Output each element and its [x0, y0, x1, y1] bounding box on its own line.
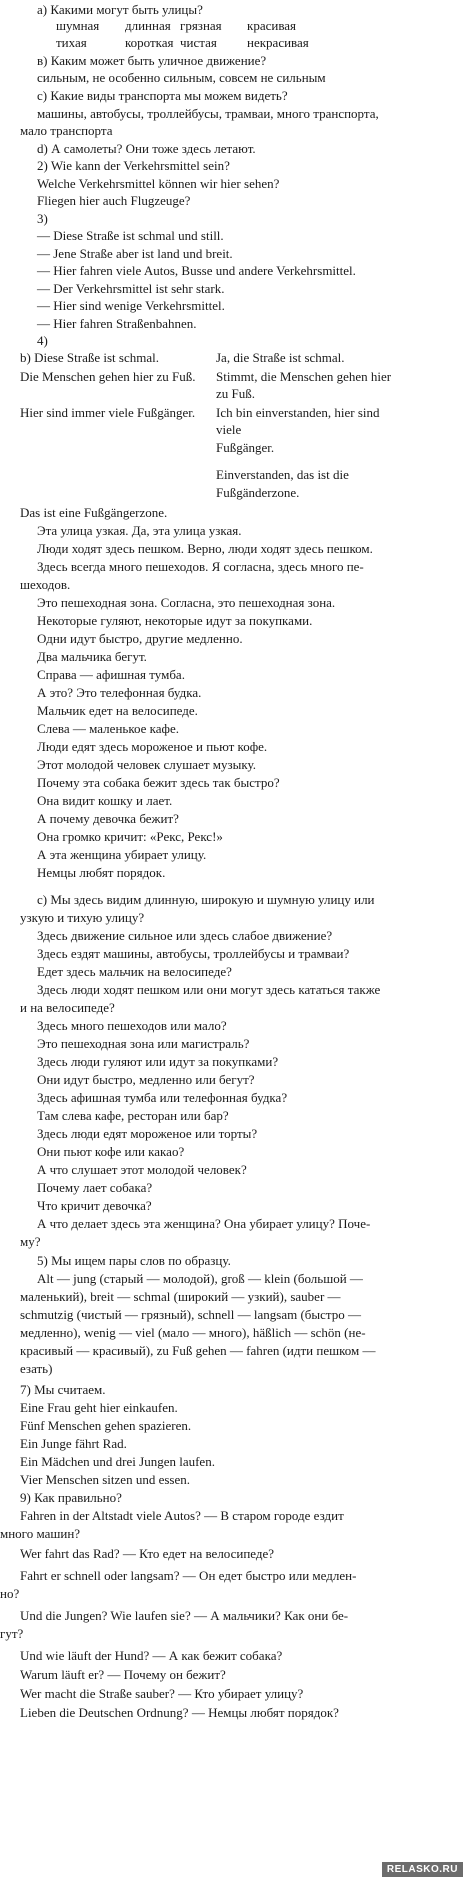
text-line: — Diese Straße ist schmal und still.	[37, 228, 224, 243]
text-line: много машин?	[0, 1526, 81, 1541]
text-line: Она видит кошку и лает.	[37, 793, 173, 808]
text-line: Und wie läuft der Hund? — А как бежит собака?	[20, 1648, 283, 1663]
word-item: шумная	[56, 18, 100, 33]
text-line: Здесь люди ходят пешком или они могут здесь кататься также	[37, 982, 381, 997]
text-line: Fünf Menschen gehen spazieren.	[20, 1418, 192, 1433]
text-line: Здесь люди гуляют или идут за покупками?	[37, 1054, 279, 1069]
text-line: Она громко кричит: «Рекс, Рекс!»	[37, 829, 223, 844]
text-line: медленно), wenig — viel (мало — много), häßlich — schön (не-	[20, 1325, 366, 1340]
text-line: но?	[0, 1586, 20, 1601]
word-item: тихая	[56, 35, 87, 50]
word-item: грязная	[180, 18, 222, 33]
text-line: Lieben die Deutschen Ordnung? — Немцы любят порядок?	[20, 1705, 339, 1720]
text-line: Wer macht die Straße sauber? — Кто убирает улицу?	[20, 1686, 304, 1701]
text-line: Слева — маленькое кафе.	[37, 721, 179, 736]
text-line: Этот молодой человек слушает музыку.	[37, 757, 256, 772]
text-line: Eine Frau geht hier einkaufen.	[20, 1400, 178, 1415]
text-line: Fußgänger.	[216, 440, 275, 455]
text-line: 3)	[37, 211, 48, 226]
text-line: а) Какими могут быть улицы?	[37, 2, 203, 17]
text-line: гут?	[0, 1626, 24, 1641]
text-line: — Der Verkehrsmittel ist sehr stark.	[37, 281, 225, 296]
text-line: А что делает здесь эта женщина? Она убирает улицу? Поче-	[37, 1216, 371, 1231]
text-line: Die Menschen gehen hier zu Fuß.	[20, 369, 196, 384]
text-line: Что кричит девочка?	[37, 1198, 152, 1213]
text-line: Здесь много пешеходов или мало?	[37, 1018, 227, 1033]
text-line: шеходов.	[20, 577, 71, 592]
text-line: Там слева кафе, ресторан или бар?	[37, 1108, 229, 1123]
text-line: Fahren in der Altstadt viele Autos? — В старом городе ездит	[20, 1508, 344, 1523]
text-line: Stimmt, die Menschen gehen hier	[216, 369, 392, 384]
text-line: 9) Как правильно?	[20, 1490, 122, 1505]
word-item: длинная	[125, 18, 171, 33]
text-line: Здесь движение сильное или здесь слабое движение?	[37, 928, 333, 943]
text-line: b) Diese Straße ist schmal.	[20, 350, 159, 365]
text-line: — Jene Straße aber ist land und breit.	[37, 246, 233, 261]
text-line: Warum läuft er? — Почему он бежит?	[20, 1667, 226, 1682]
text-line: c) Какие виды транспорта мы можем видеть?	[37, 88, 288, 103]
text-line: А эта женщина убирает улицу.	[37, 847, 207, 862]
text-line: — Hier fahren Straßenbahnen.	[37, 316, 197, 331]
text-line: Alt — jung (старый — молодой), groß — klein (большой —	[37, 1271, 363, 1286]
text-line: Ja, die Straße ist schmal.	[216, 350, 345, 365]
text-line: Они пьют кофе или какао?	[37, 1144, 185, 1159]
text-line: Одни идут быстро, другие медленно.	[37, 631, 243, 646]
text-line: — Hier fahren viele Autos, Busse und andere Verkehrsmittel.	[37, 263, 356, 278]
text-line: Здесь всегда много пешеходов. Я согласна, здесь много пе-	[37, 559, 364, 574]
text-line: Справа — афишная тумба.	[37, 667, 185, 682]
text-line: Эта улица узкая. Да, эта улица узкая.	[37, 523, 242, 538]
text-line: в) Каким может быть уличное движение?	[37, 53, 267, 68]
word-item: некрасивая	[247, 35, 309, 50]
text-line: Мальчик едет на велосипеде.	[37, 703, 198, 718]
text-line: сильным, не особенно сильным, совсем не сильным	[37, 70, 326, 85]
text-line: Einverstanden, das ist die	[216, 467, 349, 482]
text-line: Wer fahrt das Rad? — Кто едет на велосипеде?	[20, 1546, 275, 1561]
text-line: Это пешеходная зона. Согласна, это пешеходная зона.	[37, 595, 336, 610]
text-line: — Hier sind wenige Verkehrsmittel.	[37, 298, 225, 313]
text-line: Und die Jungen? Wie laufen sie? — А мальчики? Как они бе-	[20, 1608, 349, 1623]
word-item: короткая	[125, 35, 174, 50]
text-line: красивый — красивый), zu Fuß gehen — fahren (идти пешком —	[20, 1343, 376, 1358]
word-item: чистая	[180, 35, 217, 50]
text-line: с) Мы здесь видим длинную, широкую и шумную улицу или	[37, 892, 375, 907]
text-line: А почему девочка бежит?	[37, 811, 179, 826]
text-line: Почему эта собака бежит здесь так быстро?	[37, 775, 280, 790]
watermark-badge: RELASKO.RU	[382, 1862, 463, 1877]
text-line: schmutzig (чистый — грязный), schnell — langsam (быстро —	[20, 1307, 362, 1322]
text-line: Ein Junge fährt Rad.	[20, 1436, 127, 1451]
text-line: Ich bin einverstanden, hier sind	[216, 405, 380, 420]
text-line: езать)	[20, 1361, 53, 1376]
word-item: красивая	[247, 18, 297, 33]
text-line: Люди едят здесь мороженое и пьют кофе.	[37, 739, 268, 754]
text-line: Hier sind immer viele Fußgänger.	[20, 405, 196, 420]
text-line: и на велосипеде?	[20, 1000, 115, 1015]
text-line: А это? Это телефонная будка.	[37, 685, 202, 700]
text-line: viele	[216, 422, 242, 437]
text-line: Некоторые гуляют, некоторые идут за покупками.	[37, 613, 313, 628]
text-line: маленький), breit — schmal (широкий — узкий), sauber —	[20, 1289, 341, 1304]
text-line: Fliegen hier auch Flugzeuge?	[37, 193, 191, 208]
text-line: А что слушает этот молодой человек?	[37, 1162, 247, 1177]
text-line: Fußgänderzone.	[216, 485, 300, 500]
text-line: 5) Мы ищем пары слов по образцу.	[37, 1253, 231, 1268]
text-line: Люди ходят здесь пешком. Верно, люди ходят здесь пешком.	[37, 541, 373, 556]
text-line: Они идут быстро, медленно или бегут?	[37, 1072, 255, 1087]
text-line: му?	[20, 1234, 41, 1249]
text-line: Fahrt er schnell oder langsam? — Он едет быстро или медлен-	[20, 1568, 357, 1583]
text-line: d) А самолеты? Они тоже здесь летают.	[37, 141, 256, 156]
text-line: Vier Menschen sitzen und essen.	[20, 1472, 190, 1487]
text-line: Здесь люди едят мороженое или торты?	[37, 1126, 258, 1141]
text-line: машины, автобусы, троллейбусы, трамваи, много транспорта,	[37, 106, 379, 121]
text-line: узкую и тихую улицу?	[20, 910, 145, 925]
text-line: Здесь ездят машины, автобусы, троллейбусы и трамваи?	[37, 946, 350, 961]
text-line: Немцы любят порядок.	[37, 865, 166, 880]
text-line: Почему лает собака?	[37, 1180, 153, 1195]
text-line: 2) Wie kann der Verkehrsmittel sein?	[37, 158, 230, 173]
text-line: Это пешеходная зона или магистраль?	[37, 1036, 250, 1051]
text-line: Два мальчика бегут.	[37, 649, 147, 664]
text-line: 4)	[37, 333, 48, 348]
text-line: Здесь афишная тумба или телефонная будка?	[37, 1090, 288, 1105]
text-line: Едет здесь мальчик на велосипеде?	[37, 964, 232, 979]
text-line: Ein Mädchen und drei Jungen laufen.	[20, 1454, 215, 1469]
text-line: 7) Мы считаем.	[20, 1382, 106, 1397]
text-line: мало транспорта	[20, 123, 113, 138]
text-line: Das ist eine Fußgängerzone.	[20, 505, 168, 520]
text-line: zu Fuß.	[216, 386, 255, 401]
text-line: Welche Verkehrsmittel können wir hier sehen?	[37, 176, 280, 191]
